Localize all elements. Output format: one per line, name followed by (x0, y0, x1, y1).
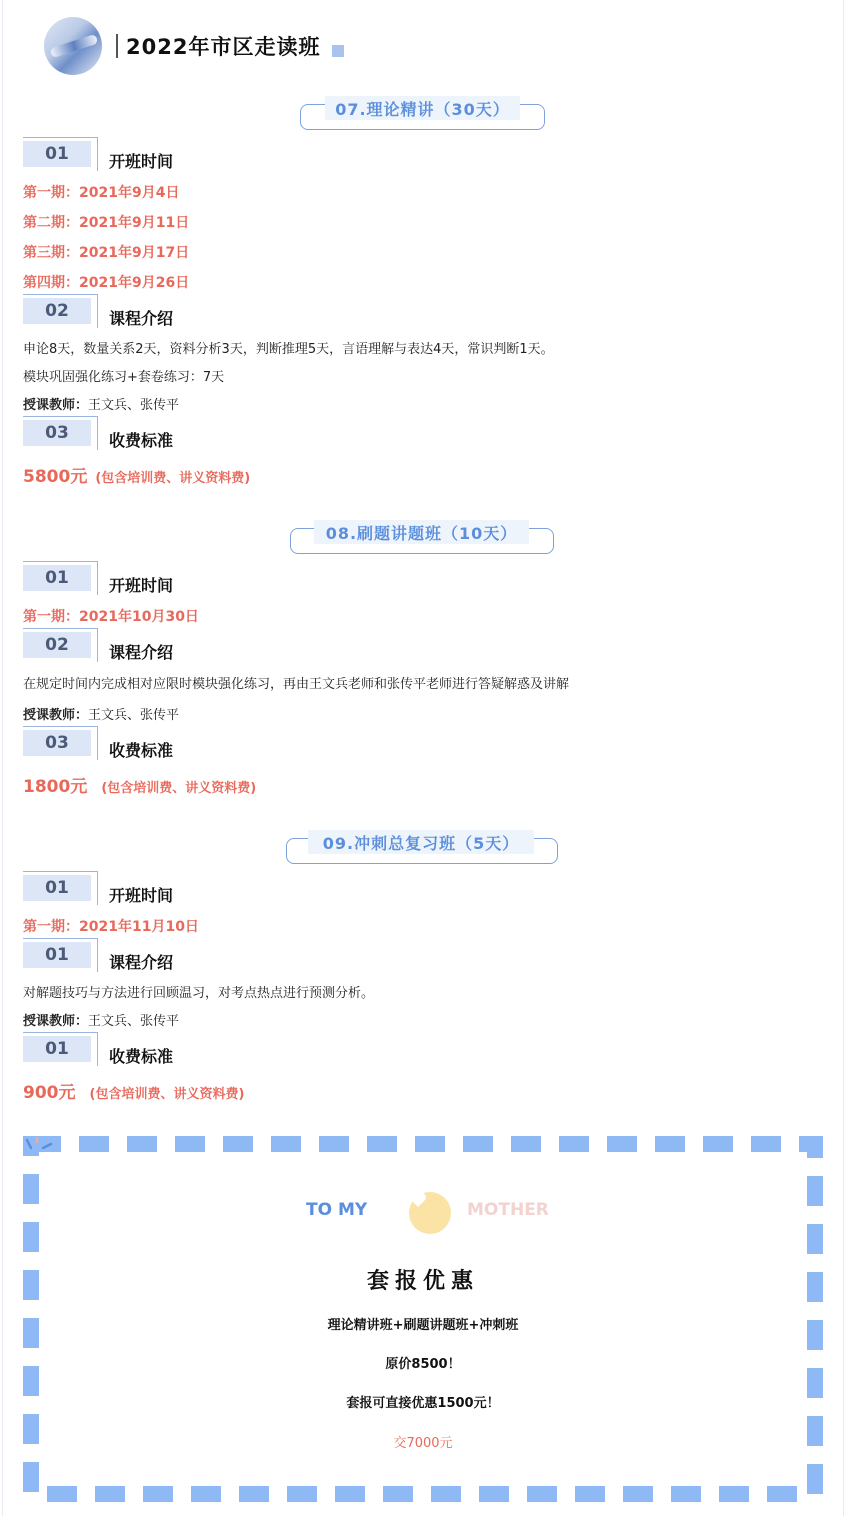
course-intro-text: 申论8天，数量关系2天，资料分析3天，判断推理5天，言语理解与表达4天，常识判断1天。 (23, 342, 554, 357)
section-title-08: 08.刷题讲题班（10天） (290, 528, 554, 554)
section-title-09: 09.冲刺总复习班（5天） (286, 838, 558, 864)
price (23, 1078, 244, 1103)
page-title: 2022年市区走读班 (126, 35, 321, 59)
teacher-names: 王文兵、张传平 (88, 708, 180, 723)
teacher-names: 王文兵、张传平 (88, 398, 180, 413)
session-date: 第一期：2021年9月4日 (23, 185, 180, 201)
page-header (44, 16, 344, 76)
course-intro-text: 模块巩固强化练习+套卷练习：7天 (23, 370, 225, 385)
teacher-line (23, 394, 179, 413)
heart-badge (409, 1192, 451, 1234)
price-value: 900元 (23, 1083, 76, 1103)
session-date: 第二期：2021年9月11日 (23, 215, 190, 231)
promo-original-price: 原价8500！ (385, 1357, 461, 1372)
bundle-promo-box (23, 1136, 823, 1502)
session-date: 第一期：2021年10月30日 (23, 609, 199, 625)
header-image (44, 17, 102, 75)
price-note: (包含培训费、讲义资料费) (95, 471, 251, 486)
promo-bundle-line: 理论精讲班+刷题讲题班+冲刺班 (327, 1318, 519, 1333)
teacher-names: 王文兵、张传平 (88, 1014, 180, 1029)
promo-final-price: 交7000元 (393, 1436, 453, 1451)
session-date: 第四期：2021年9月26日 (23, 275, 190, 291)
price-note: (包含培训费、讲义资料费) (89, 1087, 245, 1102)
course-intro-text: 在规定时间内完成相对应限时模块强化练习，再由王文兵老师和张传平老师进行答疑解惑及讲解 (23, 677, 570, 692)
teacher-line (23, 704, 179, 723)
title-divider (116, 34, 118, 58)
session-date: 第一期：2021年11月10日 (23, 919, 199, 935)
heart-icon (409, 1192, 427, 1208)
section-title-07: 07.理论精讲（30天） (300, 104, 545, 130)
to-my-text: TO MY (306, 1200, 368, 1220)
promo-discount: 套报可直接优惠1500元！ (346, 1396, 500, 1411)
promo-title: 套报优惠 (366, 1269, 479, 1294)
sparkle-icon (23, 1136, 53, 1156)
mother-text: MOTHER (467, 1200, 549, 1220)
teacher-label: 授课教师： (23, 1014, 89, 1029)
price-value: 5800元 (23, 467, 88, 487)
price (23, 772, 256, 797)
course-intro-text: 对解题技巧与方法进行回顾温习，对考点热点进行预测分析。 (23, 986, 375, 1001)
teacher-label: 授课教师： (23, 398, 89, 413)
title-square-icon (332, 45, 344, 57)
teacher-label: 授课教师： (23, 708, 89, 723)
price-value: 1800元 (23, 777, 88, 797)
teacher-line (23, 1010, 179, 1029)
session-date: 第三期：2021年9月17日 (23, 245, 190, 261)
price (23, 462, 250, 487)
price-note: (包含培训费、讲义资料费) (101, 781, 257, 796)
